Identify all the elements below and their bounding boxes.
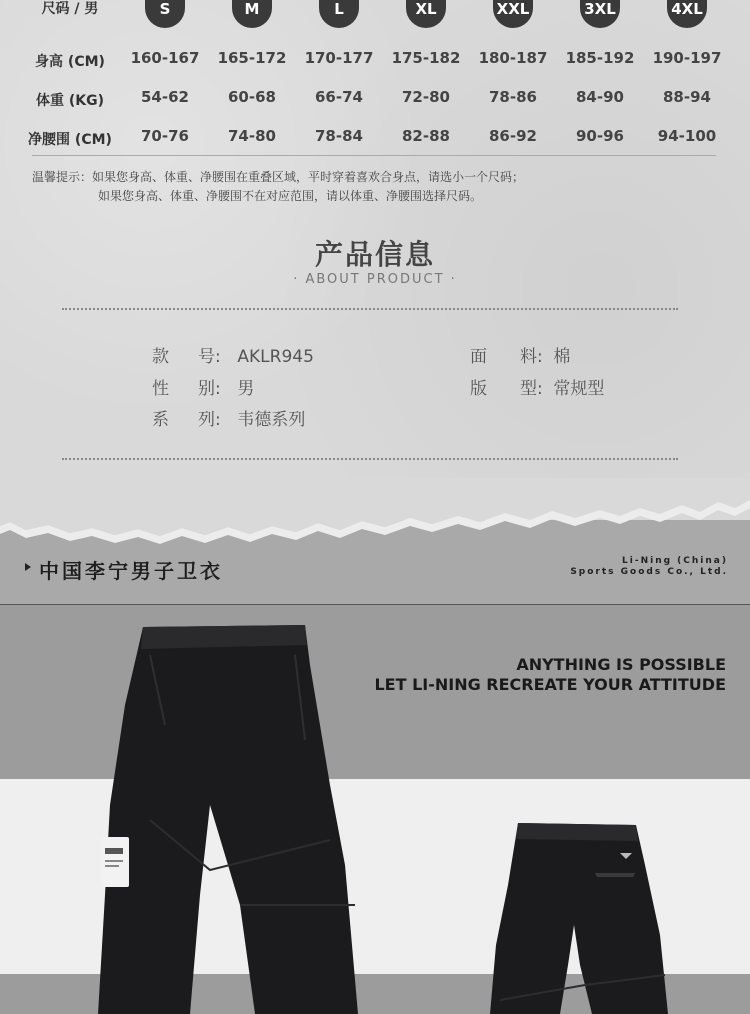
size-badge: XXL bbox=[493, 0, 533, 28]
banner-title: 中国李宁男子卫衣 bbox=[39, 559, 223, 583]
tip-line: 温馨提示：如果您身高、体重、净腰围在重叠区域，平时穿着喜欢合身点，请选小一个尺码； bbox=[32, 170, 525, 184]
table-cell: 90-96 bbox=[576, 127, 624, 145]
tip-line: 如果您身高、体重、净腰围不在对应范围，请以体重、净腰围选择尺码。 bbox=[98, 189, 483, 203]
info-value: 棉 bbox=[553, 347, 571, 367]
size-header-row bbox=[20, 0, 730, 39]
info-value: 男 bbox=[237, 379, 255, 399]
slogan-line: ANYTHING IS POSSIBLE bbox=[516, 655, 726, 674]
dotted-divider bbox=[62, 458, 678, 460]
table-cell: 84-90 bbox=[576, 88, 624, 106]
info-item-fit: 版 型: 常规型 bbox=[470, 379, 605, 399]
torn-paper-edge bbox=[0, 478, 750, 548]
dotted-divider bbox=[62, 308, 678, 310]
table-cell: 78-84 bbox=[315, 127, 363, 145]
product-info-title: 产品信息 bbox=[314, 238, 435, 271]
height-row bbox=[20, 39, 730, 78]
slogan-line: LET LI-NING RECREATE YOUR ATTITUDE bbox=[374, 675, 726, 694]
size-tips bbox=[32, 168, 524, 206]
size-badge: XL bbox=[406, 0, 446, 28]
info-item-style-no: 款 号: AKLR945 bbox=[152, 347, 314, 367]
table-cell: 180-187 bbox=[478, 49, 548, 67]
table-cell: 82-88 bbox=[402, 127, 450, 145]
product-info-subtitle: · ABOUT PRODUCT · bbox=[293, 272, 457, 287]
info-item-gender: 性 别: 男 bbox=[152, 379, 255, 399]
size-badge: S bbox=[145, 0, 185, 28]
info-value: 常规型 bbox=[553, 379, 605, 399]
size-table bbox=[20, 0, 730, 156]
row-label: 体重 (KG) bbox=[35, 93, 104, 109]
table-cell: 165-172 bbox=[217, 49, 287, 67]
info-value: AKLR945 bbox=[237, 347, 314, 367]
brand-name: Li-Ning (China) Sports Goods Co., Ltd. bbox=[570, 556, 728, 577]
table-cell: 88-94 bbox=[663, 88, 711, 106]
pants-front-image bbox=[98, 625, 358, 1014]
size-header-label: 尺码 / 男 bbox=[41, 1, 99, 17]
table-cell: 66-74 bbox=[315, 88, 363, 106]
play-arrow-icon bbox=[25, 563, 31, 571]
info-value: 韦德系列 bbox=[237, 410, 306, 430]
info-item-series: 系 列: 韦德系列 bbox=[152, 410, 306, 430]
table-cell: 60-68 bbox=[228, 88, 276, 106]
table-cell: 170-177 bbox=[304, 49, 374, 67]
table-cell: 72-80 bbox=[402, 88, 450, 106]
slogan bbox=[374, 655, 726, 695]
table-cell: 190-197 bbox=[652, 49, 722, 67]
size-badge: M bbox=[232, 0, 272, 28]
table-cell: 86-92 bbox=[489, 127, 537, 145]
size-section bbox=[0, 0, 750, 480]
product-photo-area bbox=[0, 605, 750, 1014]
table-cell: 54-62 bbox=[141, 88, 189, 106]
row-label: 净腰围 (CM) bbox=[28, 132, 112, 148]
size-badge: 3XL bbox=[580, 0, 620, 28]
info-item-material: 面 料: 棉 bbox=[470, 347, 571, 367]
table-cell: 74-80 bbox=[228, 127, 276, 145]
table-cell: 185-192 bbox=[565, 49, 635, 67]
row-label: 身高 (CM) bbox=[35, 54, 105, 70]
table-cell: 175-182 bbox=[391, 49, 461, 67]
table-cell: 78-86 bbox=[489, 88, 537, 106]
waist-row bbox=[20, 117, 730, 156]
table-cell: 94-100 bbox=[657, 127, 717, 145]
size-badge: 4XL bbox=[667, 0, 707, 28]
table-cell: 70-76 bbox=[141, 127, 189, 145]
weight-row bbox=[20, 78, 730, 117]
pants-back-image bbox=[490, 823, 668, 1014]
table-divider bbox=[32, 155, 716, 156]
table-cell: 160-167 bbox=[130, 49, 200, 67]
size-badge: L bbox=[319, 0, 359, 28]
